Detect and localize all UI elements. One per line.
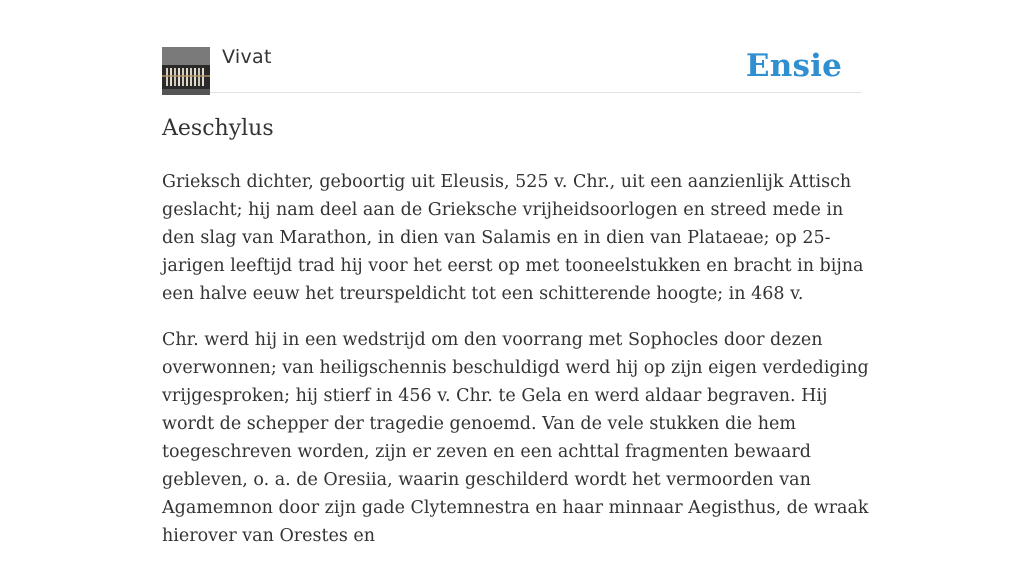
article-body	[162, 168, 872, 568]
site-logo[interactable]: Ensie	[745, 48, 842, 84]
article-paragraph: Grieksch dichter, geboortig uit Eleusis, 525 v. Chr., uit een aanzienlijk Attisch geslacht; hij nam deel aan de Grieksche vrijheidsoorlogen en streed mede in den slag van Marathon, in dien van Salamis en in dien van Plataeae; op 25-jarigen leeftijd trad hij voor het eerst op met tooneelstukken en bracht in bijna een halve eeuw het treurspeldicht tot een schitterende hoogte; in 468 v.	[162, 172, 864, 304]
bookshelf-image	[162, 47, 210, 95]
author-name[interactable]: Vivat	[222, 46, 272, 68]
article-paragraph: Chr. werd hij in een wedstrijd om den voorrang met Sophocles door dezen overwonnen; van heiligschennis beschuldigd werd hij op zijn eigen verdediging vrijgesproken; hij stierf in 456 v. Chr. te Gela en werd aldaar begraven. Hij wordt de schepper der tragedie genoemd. Van de vele stukken die hem toegeschreven worden, zijn er zeven en een achttal fragmenten bewaard gebleven, o. a. de Oresiia, waarin geschilderd wordt het vermoorden van Agamemnon door zijn gade Clytemnestra en haar minnaar Aegisthus, de wraak hierover van Orestes en	[162, 330, 869, 546]
header	[162, 46, 862, 93]
page-title: Aeschylus	[162, 116, 274, 141]
avatar[interactable]	[162, 47, 210, 95]
